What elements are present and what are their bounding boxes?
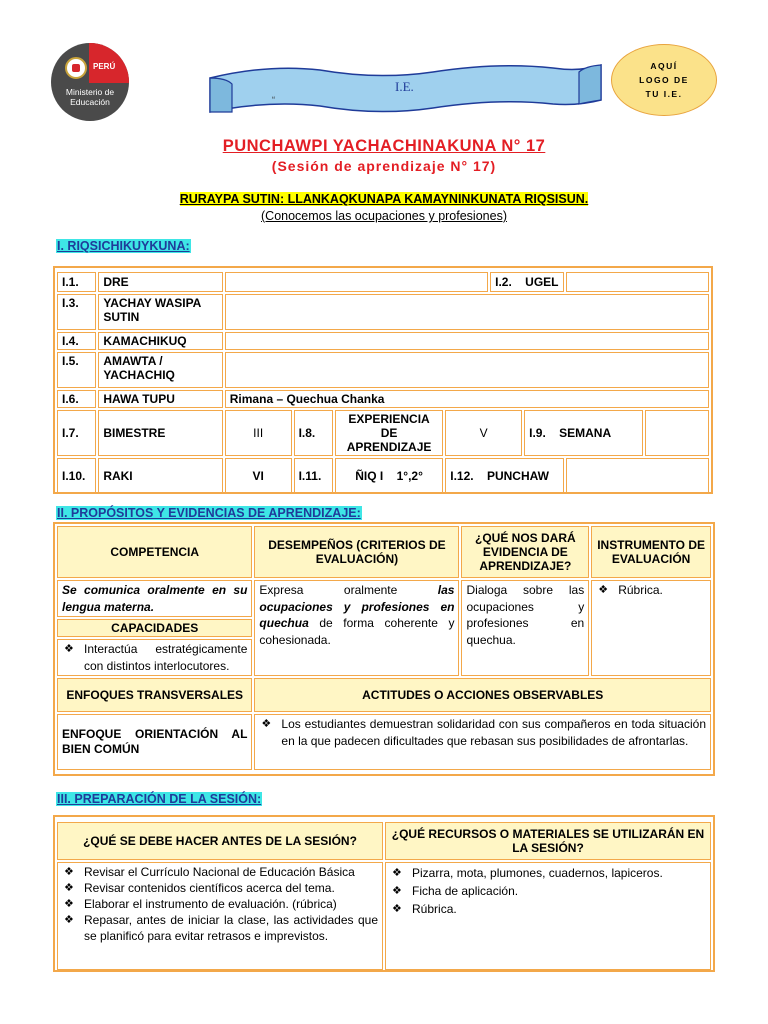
- instrumento-cell: [591, 580, 711, 676]
- niq-cell: [335, 458, 443, 494]
- exp-value: V: [445, 410, 522, 456]
- ie-label: YACHAY WASIPA SUTIN: [98, 294, 222, 330]
- section1-heading: [56, 239, 191, 253]
- desempeno-text: [254, 580, 459, 676]
- sem-num: I.9.: [529, 426, 546, 440]
- punchaw-label: PUNCHAW: [486, 469, 549, 483]
- capacidad-cell: [57, 639, 252, 676]
- section3-heading-text: III. PREPARACIÓN DE LA SESIÓN:: [57, 792, 262, 806]
- evidencia-text: Dialoga sobre las ocupaciones y profesiones en quechua.: [461, 580, 589, 676]
- desempeno-em: las ocupaciones y profesiones en quechua: [259, 583, 455, 630]
- preparation-table: [55, 820, 713, 972]
- recursos-item: ❖ Rúbrica.: [390, 900, 706, 918]
- antes-item: ❖ Elaborar el instrumento de evaluación. (rúbrica): [62, 896, 378, 912]
- ie-num: I.3.: [57, 294, 96, 330]
- enfoques-label: ENFOQUES TRANSVERSALES: [57, 678, 252, 712]
- antes-item: ❖ Repasar, antes de iniciar la clase, las actividades que se planificó para evitar retrasos e imprevistos.: [62, 912, 378, 944]
- punchaw-num: I.12.: [450, 469, 474, 483]
- exp-label: EXPERIENCIA DE APRENDIZAJE: [335, 410, 443, 456]
- col-recursos: ¿QUÉ RECURSOS O MATERIALES SE UTILIZARÁN EN LA SESIÓN?: [385, 822, 711, 860]
- punchaw-value: [566, 458, 709, 494]
- bim-label: BIMESTRE: [98, 410, 222, 456]
- recursos-item: ❖ Pizarra, mota, plumones, cuadernos, lapiceros.: [390, 864, 706, 882]
- dir-num: I.4.: [57, 332, 96, 350]
- dre-value: [225, 272, 488, 292]
- punchaw-cell: [445, 458, 564, 494]
- doc-label: AMAWTA / YACHACHIQ: [98, 352, 222, 388]
- competencia-text: Se comunica oralmente en su lengua materna.: [57, 580, 252, 617]
- recursos-cell: [385, 862, 711, 970]
- desempeno-pre: Expresa oralmente: [259, 583, 438, 597]
- doc-num: I.5.: [57, 352, 96, 388]
- lang-label: HAWA TUPU: [98, 390, 222, 408]
- page-title: PUNCHAWPI YACHACHINAKUNA N° 17: [222, 137, 546, 155]
- logo-ministry-name: Ministerio de Educación: [65, 87, 115, 107]
- antes-cell: [57, 862, 383, 970]
- lang-num: I.6.: [57, 390, 96, 408]
- coat-of-arms-icon: [65, 57, 87, 79]
- desempeno-post: de forma coherente y cohesionada.: [259, 616, 455, 647]
- antes-item: ❖ Revisar contenidos científicos acerca del tema.: [62, 880, 378, 896]
- purposes-table: [55, 524, 713, 772]
- recursos-item: ❖ Ficha de aplicación.: [390, 882, 706, 900]
- ugel-num: I.2.: [495, 275, 512, 289]
- col-desempenos: DESEMPEÑOS (CRITERIOS DE EVALUACIÓN): [254, 526, 459, 578]
- ribbon-ie-label: I.E.: [395, 79, 414, 94]
- instrumento-text: ❖ Rúbrica.: [596, 582, 706, 599]
- antes-item: ❖ Revisar el Currículo Nacional de Educación Básica: [62, 864, 378, 880]
- logo-country: PERÚ: [93, 62, 116, 71]
- col-antes: ¿QUÉ SE DEBE HACER ANTES DE LA SESIÓN?: [57, 822, 383, 860]
- general-data-table: [55, 270, 711, 496]
- sem-value: [645, 410, 709, 456]
- enfoque-text: ENFOQUE ORIENTACIÓN AL BIEN COMÚN: [57, 714, 252, 770]
- bim-value: III: [225, 410, 292, 456]
- raki-value: VI: [225, 458, 292, 494]
- dir-label: KAMACHIKUQ: [98, 332, 222, 350]
- ugel-label: UGEL: [525, 275, 559, 289]
- dre-num: I.1.: [57, 272, 96, 292]
- school-logo-text: AQUÍ LOGO DE TU I.E.: [639, 61, 689, 99]
- niq-label: ÑIQ I: [355, 469, 384, 483]
- lang-value: Rimana – Quechua Chanka: [225, 390, 709, 408]
- dir-value: [225, 332, 709, 350]
- ugel-value: [566, 272, 709, 292]
- sem-cell: [524, 410, 643, 456]
- actitudes-label: ACTITUDES O ACCIONES OBSERVABLES: [254, 678, 711, 712]
- sem-label: SEMANA: [559, 426, 612, 440]
- ie-value: [225, 294, 709, 330]
- actitud-text: ❖ Los estudiantes demuestran solidaridad con sus compañeros en toda situación en la que padecen dificultades que rebasan sus posibilidades de afrontarlas.: [259, 716, 706, 749]
- exp-num: I.8.: [294, 410, 333, 456]
- page-subtitle: (Sesión de aprendizaje N° 17): [271, 158, 497, 174]
- session-title-text: RURAYPA SUTIN: LLANKAQKUNAPA KAMAYNINKUNATA RIQSISUN.: [179, 192, 589, 206]
- actitud-cell: [254, 714, 711, 770]
- ministry-logo: [51, 43, 129, 121]
- raki-num: I.10.: [57, 458, 96, 494]
- bim-num: I.7.: [57, 410, 96, 456]
- school-logo-placeholder: [611, 44, 717, 116]
- doc-value: [225, 352, 709, 388]
- session-subtitle: (Conocemos las ocupaciones y profesiones): [261, 209, 507, 223]
- raki-label: RAKI: [98, 458, 222, 494]
- dre-label: DRE: [98, 272, 222, 292]
- section2-heading-text: II. PROPÓSITOS Y EVIDENCIAS DE APRENDIZAJE:: [57, 506, 361, 520]
- session-title: [0, 192, 768, 206]
- ugel-cell: [490, 272, 564, 292]
- ribbon-quote-mark: “: [272, 95, 275, 105]
- col-evidencia: ¿QUÉ NOS DARÁ EVIDENCIA DE APRENDIZAJE?: [461, 526, 589, 578]
- capacidades-label: CAPACIDADES: [57, 619, 252, 637]
- col-instrumento: INSTRUMENTO DE EVALUACIÓN: [591, 526, 711, 578]
- niq-value: 1°,2°: [396, 469, 423, 483]
- section2-heading: [56, 506, 362, 520]
- niq-num: I.11.: [294, 458, 333, 494]
- section3-heading: [56, 792, 262, 806]
- col-competencia: COMPETENCIA: [57, 526, 252, 578]
- capacidad-text: ❖ Interactúa estratégicamente con distintos interlocutores.: [62, 641, 247, 674]
- section1-heading-text: I. RIQSICHIKUYKUNA:: [57, 239, 190, 253]
